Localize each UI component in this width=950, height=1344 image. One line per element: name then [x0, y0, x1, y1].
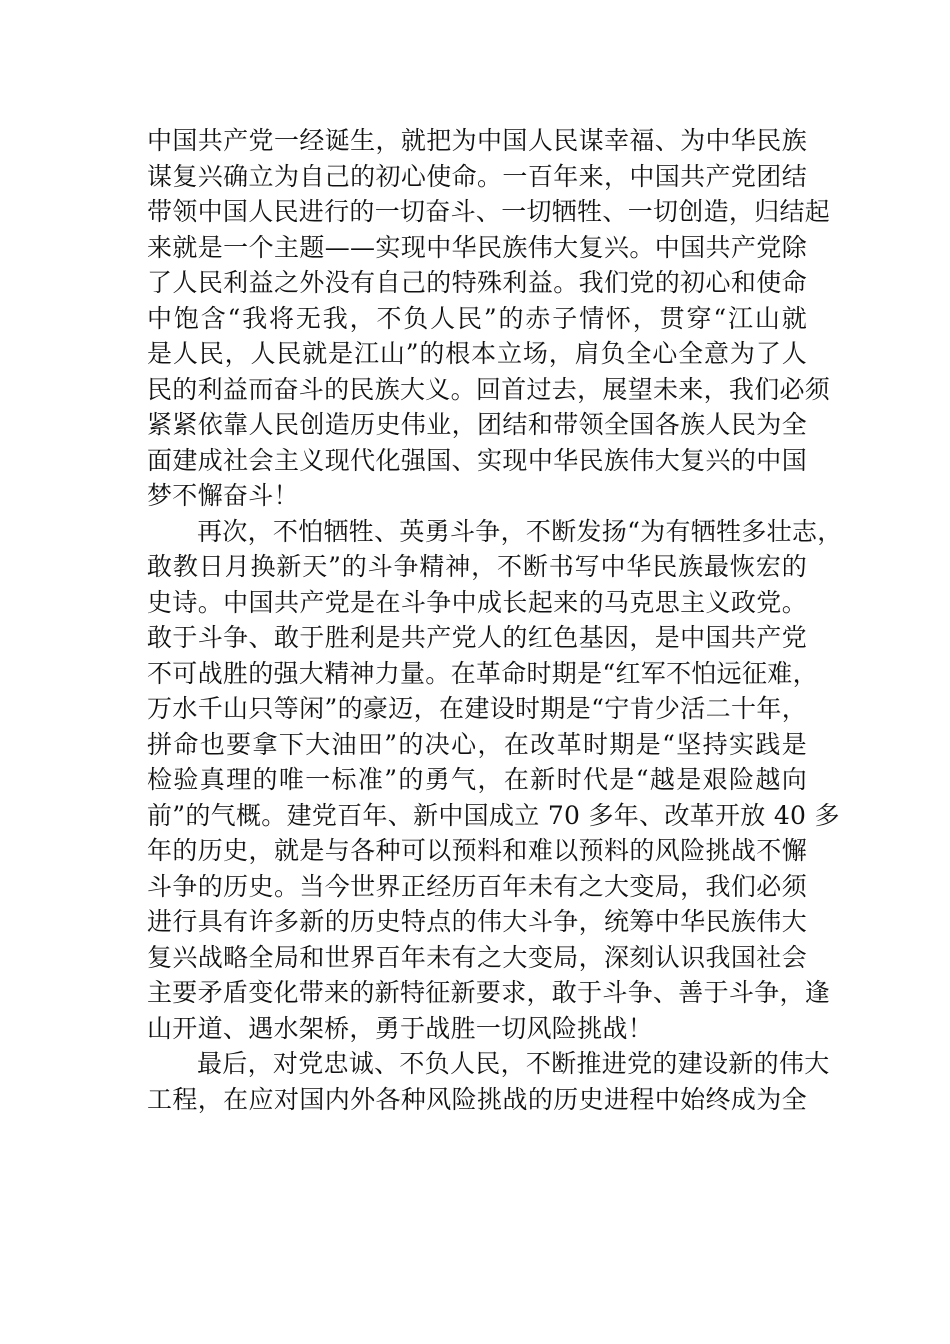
body-text — [147, 123, 843, 1117]
text-line: 民的利益而奋斗的民族大义。回首过去，展望未来，我们必须 — [147, 374, 831, 404]
text-line: 万水千山只等闲”的豪迈，在建设时期是“宁肯少活二十年， — [147, 694, 807, 723]
text-line: 主要矛盾变化带来的新特征新要求，敢于斗争、善于斗争，逢 — [147, 978, 831, 1007]
text-line: 史诗。中国共产党是在斗争中成长起来的马克思主义政党。 — [147, 587, 807, 617]
text-line: 了人民利益之外没有自己的特殊利益。我们党的初心和使命 — [147, 268, 807, 297]
text-line: 中国共产党一经诞生，就把为中国人民谋幸福、为中华民族 — [147, 126, 807, 155]
text-line: 面建成社会主义现代化强国、实现中华民族伟大复兴的中国 — [147, 445, 807, 475]
text-line: 进行具有许多新的历史特点的伟大斗争，统筹中华民族伟大 — [147, 907, 807, 936]
text-line: 复兴战略全局和世界百年未有之大变局，深刻认识我国社会 — [147, 942, 807, 972]
text-line: 来就是一个主题——实现中华民族伟大复兴。中国共产党除 — [147, 232, 807, 262]
text-line: 梦不懈奋斗！ — [147, 481, 299, 510]
text-line: 年的历史，就是与各种可以预料和难以预料的风险挑战不懈 — [147, 836, 807, 865]
text-line: 敢于斗争、敢于胜利是共产党人的红色基因，是中国共产党 — [147, 623, 807, 652]
text-line: 是人民，人民就是江山”的根本立场，肩负全心全意为了人 — [147, 339, 807, 368]
text-line: 前”的气概。建党百年、新中国成立 70 多年、改革开放 40 多 — [147, 800, 840, 830]
text-line: 谋复兴确立为自己的初心使命。一百年来，中国共产党团结 — [147, 161, 807, 191]
text-line: 拼命也要拿下大油田”的决心，在改革时期是“坚持实践是 — [147, 729, 807, 759]
paragraph-first-line: 再次，不怕牺牲、英勇斗争，不断发扬“为有牺牲多壮志， — [197, 516, 843, 546]
text-line: 山开道、遇水架桥，勇于战胜一切风险挑战！ — [147, 1013, 654, 1043]
text-line: 中饱含“我将无我，不负人民”的赤子情怀，贯穿“江山就 — [147, 303, 807, 333]
text-line: 不可战胜的强大精神力量。在革命时期是“红军不怕远征难， — [147, 658, 818, 688]
text-line: 敢教日月换新天”的斗争精神，不断书写中华民族最恢宏的 — [147, 552, 807, 581]
text-line: 紧紧依靠人民创造历史伟业，团结和带领全国各族人民为全 — [147, 410, 807, 439]
text-line: 斗争的历史。当今世界正经历百年未有之大变局，我们必须 — [147, 871, 807, 901]
text-line: 检验真理的唯一标准”的勇气，在新时代是“越是艰险越向 — [147, 765, 807, 794]
text-line: 带领中国人民进行的一切奋斗、一切牺牲、一切创造，归结起 — [147, 197, 831, 226]
paragraph-first-line: 最后，对党忠诚、不负人民，不断推进党的建设新的伟大 — [197, 1049, 830, 1078]
text-line: 工程，在应对国内外各种风险挑战的历史进程中始终成为全 — [147, 1084, 807, 1114]
